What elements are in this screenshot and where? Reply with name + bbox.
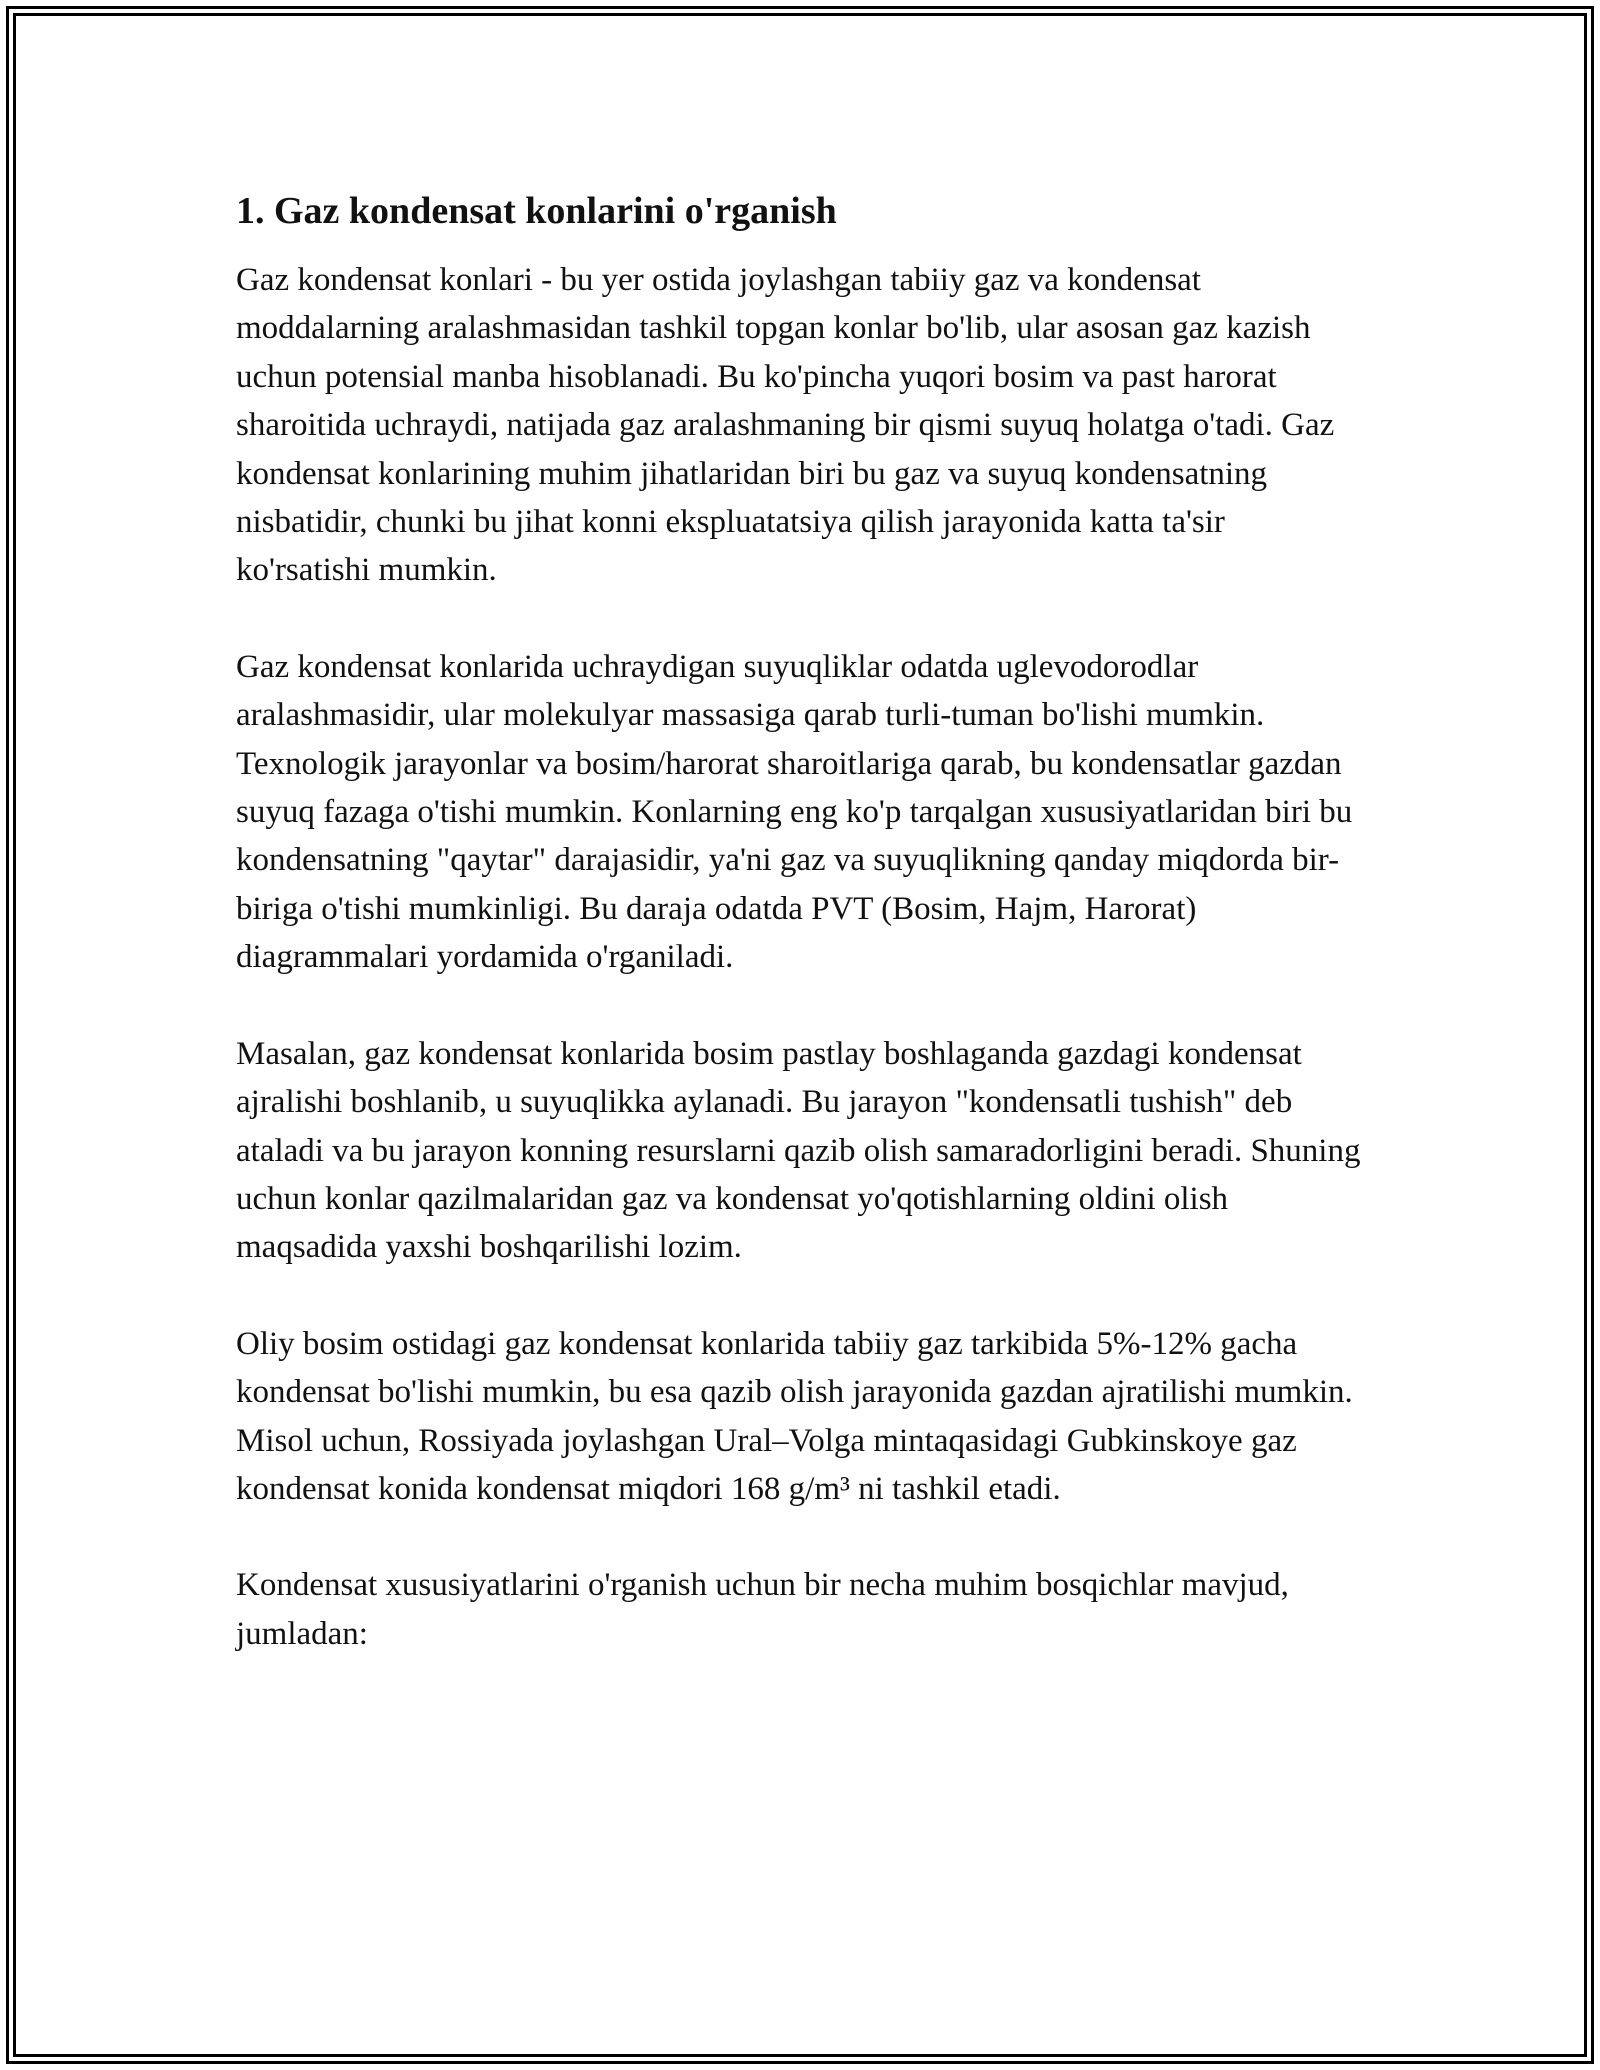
- document-body: [236, 186, 1366, 1706]
- section-heading: 1. Gaz kondensat konlarini o'rganish: [236, 190, 837, 232]
- paragraph-1: Gaz kondensat konlari - bu yer ostida joylashgan tabiiy gaz va kondensat moddalarning aralashmasidan tashkil topgan konlar bo'lib, ular asosan gaz kazish uchun potensial manba hisoblanadi. Bu ko'pincha yuqori bosim va past harorat sharoitida uchraydi, natijada gaz aralashmaning bir qismi suyuq holatga o'tadi. Gaz kondensat konlarining muhim jihatlaridan biri bu gaz va suyuq kondensatning nisbatidir, chunki bu jihat konni ekspluatatsiya qilish jarayonida katta ta'sir ko'rsatishi mumkin.: [236, 262, 1335, 589]
- paragraph-2: Gaz kondensat konlarida uchraydigan suyuqliklar odatda uglevodorodlar aralashmasidir, ular molekulyar massasiga qarab turli-tuman bo'lishi mumkin. Texnologik jarayonlar va bosim/harorat sharoitlariga qarab, bu kondensatlar gazdan suyuq fazaga o'tishi mumkin. Konlarning eng ko'p tarqalgan xususiyatlaridan biri bu kondensatning "qaytar" darajasidir, ya'ni gaz va suyuqlikning qanday miqdorda bir-biriga o'tishi mumkinligi. Bu daraja odatda PVT (Bosim, Hajm, Harorat) diagrammalari yordamida o'rganiladi.: [236, 648, 1353, 976]
- paragraph-5: Kondensat xususiyatlarini o'rganish uchun bir necha muhim bosqichlar mavjud, jumladan:: [236, 1567, 1289, 1652]
- paragraph-3: Masalan, gaz kondensat konlarida bosim pastlay boshlaganda gazdagi kondensat ajralishi boshlanib, u suyuqlikka aylanadi. Bu jarayon "kondensatli tushish" deb ataladi va bu jarayon konning resurslarni qazib olish samaradorligini beradi. Shuning uchun konlar qazilmalaridan gaz va kondensat yo'qotishlarning oldini olish maqsadida yaxshi boshqarilishi lozim.: [236, 1035, 1361, 1266]
- paragraph-4: Oliy bosim ostidagi gaz kondensat konlarida tabiiy gaz tarkibida 5%-12% gacha kondensat bo'lishi mumkin, bu esa qazib olish jarayonida gazdan ajratilishi mumkin. Misol uchun, Rossiyada joylashgan Ural–Volga mintaqasidagi Gubkinskoye gaz kondensat konida kondensat miqdori 168 g/m³ ni tashkil etadi.: [236, 1325, 1353, 1507]
